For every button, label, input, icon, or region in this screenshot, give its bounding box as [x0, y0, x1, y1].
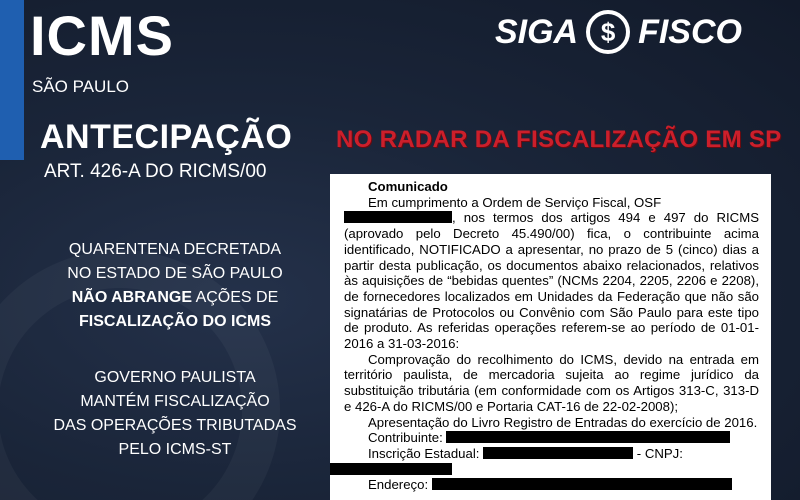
notice-endereco-row — [344, 477, 759, 493]
notice-title: Comunicado — [368, 179, 448, 194]
notice-contribuinte-row — [344, 430, 759, 446]
news-line — [25, 310, 325, 334]
inscricao-label: Inscrição Estadual: — [368, 445, 480, 461]
notice-p1-start: Em cumprimento a Ordem de Serviço Fiscal, OSF — [368, 194, 662, 210]
state-label: SÃO PAULO — [32, 77, 129, 96]
notice-paragraph-2: Comprovação do recolhimento do ICMS, devido na entrada em território paulista, de mercadoria sujeita ao regime jurídico da substituição tributária (em conformidade com os Artigos 313-C, 313-D e 426-A do RICMS/00 e Portaria CAT-16 de 22-02-2008); — [344, 351, 759, 414]
news-item-governo — [25, 366, 325, 462]
redaction-bar — [483, 447, 633, 459]
news-line: DAS OPERAÇÕES TRIBUTADAS — [53, 417, 297, 434]
logo-word-right: FISCO — [638, 13, 742, 51]
redaction-bar — [344, 211, 452, 223]
tax-tag-title: ICMS — [30, 4, 174, 67]
news-line-rest: AÇÕES DE — [192, 289, 279, 306]
endereco-label: Endereço: — [368, 477, 429, 493]
dollar-coin-icon: $ — [586, 10, 630, 54]
topic-title: ANTECIPAÇÃO — [40, 118, 293, 156]
cnpj-label: CNPJ: — [644, 445, 683, 461]
redaction-bar — [446, 431, 730, 443]
news-line: PELO ICMS-ST — [118, 441, 232, 458]
news-line: MANTÉM FISCALIZAÇÃO — [80, 393, 270, 410]
news-line: GOVERNO PAULISTA — [94, 369, 256, 386]
notice-p1-rest: , nos termos dos artigos 494 e 497 do RICMS (aprovado pelo Decreto 45.490/00) fica, o contribuinte acima identificado, NOTIFICADO a apresentar, no prazo de 5 (cinco) dias a partir desta publicação, os documentos abaixo relacionados, relativos às aquisições de “bebidas quentes” (NCMs 2204, 2205, 2206 e 2208), de fornecedores localizados em Unidades da Federação que não são signatárias de Protocolos ou Convênio com São Paulo para este tipo de produto. As referidas operações referem-se ao período de 01-01-2016 a 31-03-2016: — [344, 210, 759, 352]
redaction-bar — [330, 463, 452, 475]
official-notice-clipping — [330, 174, 771, 500]
accent-bar — [0, 0, 24, 160]
redaction-bar — [432, 478, 732, 490]
news-item-quarantine — [25, 238, 325, 334]
notice-inscricao-row — [344, 446, 759, 477]
news-line: QUARENTENA DECRETADA — [68, 241, 282, 258]
notice-paragraph-3: Apresentação do Livro Registro de Entradas do exercício de 2016. — [368, 414, 758, 430]
notice-paragraph-1 — [344, 195, 759, 352]
news-emphasis: NÃO ABRANGE — [71, 289, 193, 306]
brand-logo — [495, 10, 742, 54]
news-line — [25, 286, 325, 310]
inscricao-separator: - — [636, 445, 642, 461]
news-emphasis: FISCALIZAÇÃO DO ICMS — [79, 313, 271, 330]
news-line: NO ESTADO DE SÃO PAULO — [67, 265, 283, 282]
logo-word-left: SIGA — [494, 13, 579, 51]
topic-article: ART. 426-A DO RICMS/00 — [44, 161, 267, 182]
headline: NO RADAR DA FISCALIZAÇÃO EM SP — [336, 126, 782, 153]
contribuinte-label: Contribuinte: — [368, 430, 443, 446]
